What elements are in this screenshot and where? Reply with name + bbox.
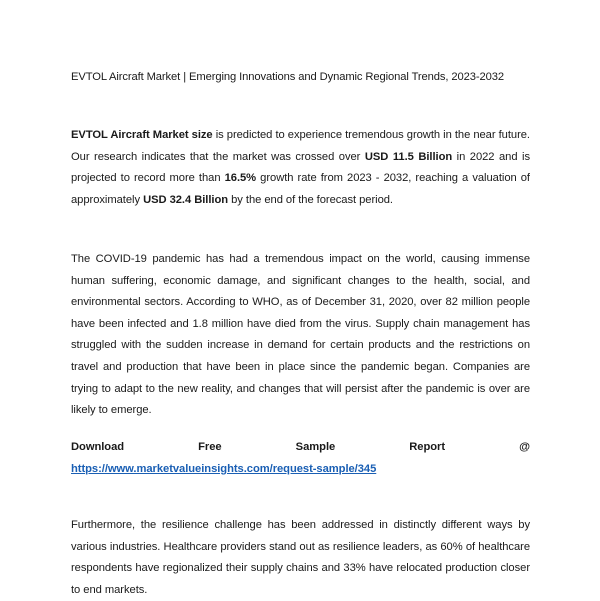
paragraph-text: by the end of the forecast period. <box>228 193 393 206</box>
growth-rate-bold: 16.5% <box>224 172 257 185</box>
value-2032-bold: USD 32.4 Billion <box>143 193 229 206</box>
resilience-paragraph: Furthermore, the resilience challenge has been addressed in distinctly different ways by various industries. Healthcare providers stand out as resilience leaders, as 60% of healthcare respondents have regionalized their supply chains and 33% have relocated production closer to end markets. <box>71 519 530 596</box>
paragraph-text: growth rate from 2023 - 2032, reaching a valuation of approximately <box>71 172 530 206</box>
value-2022-bold: USD 11.5 Billion <box>364 150 453 163</box>
paragraph-text: is predicted to experience tremendous growth in the near future. Our research indicates that the market was crossed over <box>71 129 530 163</box>
download-sample-paragraph <box>71 437 530 480</box>
covid-impact-paragraph: The COVID-19 pandemic has had a tremendous impact on the world, causing immense human suffering, economic damage, and significant changes to the health, social, and environmental sectors. According to WHO, as of December 31, 2020, over 82 million people have been infected and 1.8 million have died from the virus. Supply chain management has struggled with the sudden increase in demand for certain products and the restrictions on travel and production that have been in place since the pandemic began. Companies are trying to adapt to the new reality, and changes that will persist after the pandemic is over are likely to emerge. <box>71 253 530 417</box>
sample-report-link[interactable]: https://www.marketvalueinsights.com/request-sample/345 <box>71 462 377 475</box>
market-name-bold: EVTOL Aircraft Market size <box>71 129 213 141</box>
document-title: EVTOL Aircraft Market | Emerging Innovations and Dynamic Regional Trends, 2023-2032 <box>71 71 505 83</box>
market-size-paragraph <box>71 125 530 211</box>
download-label: Download Free Sample Report @ <box>71 441 530 453</box>
paragraph-text: in 2022 and is projected to record more than <box>71 150 531 185</box>
